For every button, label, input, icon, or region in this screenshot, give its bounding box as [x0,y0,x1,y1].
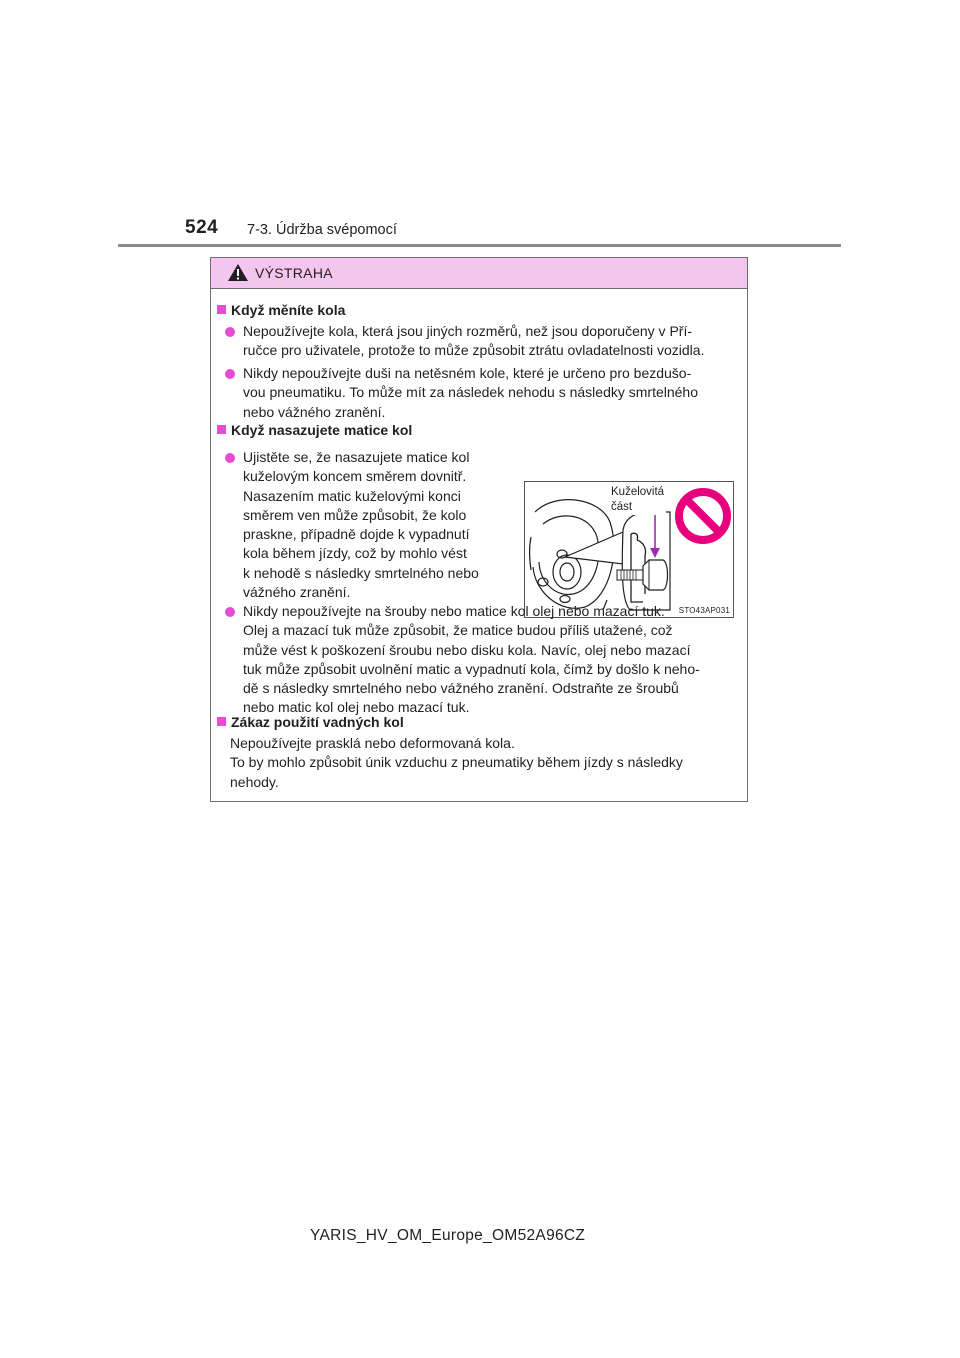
section-heading: Zákaz použití vadných kol [217,714,404,730]
round-bullet-icon [225,453,235,463]
header-rule [118,244,841,247]
square-bullet-icon [217,305,226,314]
bullet-line: Nasazením matic kuželovými konci [243,487,461,504]
warning-header [211,258,747,289]
paragraph-line: Nepoužívejte prasklá nebo deformovaná kola. [230,735,515,751]
square-bullet-icon [217,425,226,434]
round-bullet-icon [225,327,235,337]
section-title: 7-3. Údržba svépomocí [247,222,397,238]
bullet-line: Nepoužívejte kola, která jsou jiných rozměrů, než jsou doporučeny v Pří- [243,323,692,339]
bullet-line: kola během jízdy, což by mohlo vést [243,545,467,562]
bullet-line: Ujistěte se, že nasazujete matice kol [243,449,470,465]
figure-label: Kuželovitá část [611,486,665,513]
paragraph-line: To by mohlo způsobit únik vzduchu z pneumatiky během jízdy s následky [230,754,683,771]
bullet-line: tuk může způsobit uvolnění matic a vypadnutí kola, čímž by došlo k neho- [243,660,700,677]
square-bullet-icon [217,717,226,726]
bullet-line: Nikdy nepoužívejte duši na netěsném kole, které je určeno pro bezdušo- [243,365,692,381]
callout-pointer [565,532,623,564]
bullet-line: ručce pro uživatele, protože to může způsobit ztrátu ovladatelnosti vozidla. [243,342,705,359]
prohibition-icon [679,492,727,540]
round-bullet-icon [225,369,235,379]
warning-box [210,257,748,802]
bullet-line: vou pneumatiku. To může mít za následek nehodu s následky smrtelného [243,384,698,401]
wheel-nut-figure [524,481,734,618]
bullet-line: k nehodě s následky smrtelného nebo [243,564,479,581]
bullet-line: nebo vážného zranění. [243,403,386,420]
warning-title: VÝSTRAHA [255,265,333,281]
round-bullet-icon [225,607,235,617]
footer-doc-code: YARIS_HV_OM_Europe_OM52A96CZ [310,1227,586,1244]
bullet-line: dě s následky smrtelného nebo vážného zranění. Odstraňte ze šroubů [243,680,679,697]
bullet-line: praskne, případně dojde k vypadnutí [243,526,470,543]
bullet-line: vážného zranění. [243,584,351,601]
paragraph [230,734,740,792]
bullet-line: kuželovým koncem směrem dovnitř. [243,468,467,485]
bullet-line: Nikdy nepoužívejte na šrouby nebo matice kol olej nebo mazací tuk. [243,603,665,619]
section-heading: Když měníte kola [217,302,345,318]
bullet-line: Olej a mazací tuk může způsobit, že matice budou příliš utažené, což [243,622,673,639]
section-heading: Když nasazujete matice kol [217,422,412,438]
warning-triangle-icon [227,263,249,282]
paragraph-line: nehody. [230,773,279,790]
page-number: 524 [185,217,219,238]
bullet-line: může vést k poškození šroubu nebo disku kola. Navíc, olej nebo mazací [243,641,691,658]
bullet-line: směrem ven může způsobit, že kolo [243,506,467,523]
figure-code: STO43AP031 [678,606,730,615]
warning-content [211,289,747,801]
bullet-line: nebo matic kol olej nebo mazací tuk. [243,699,470,716]
